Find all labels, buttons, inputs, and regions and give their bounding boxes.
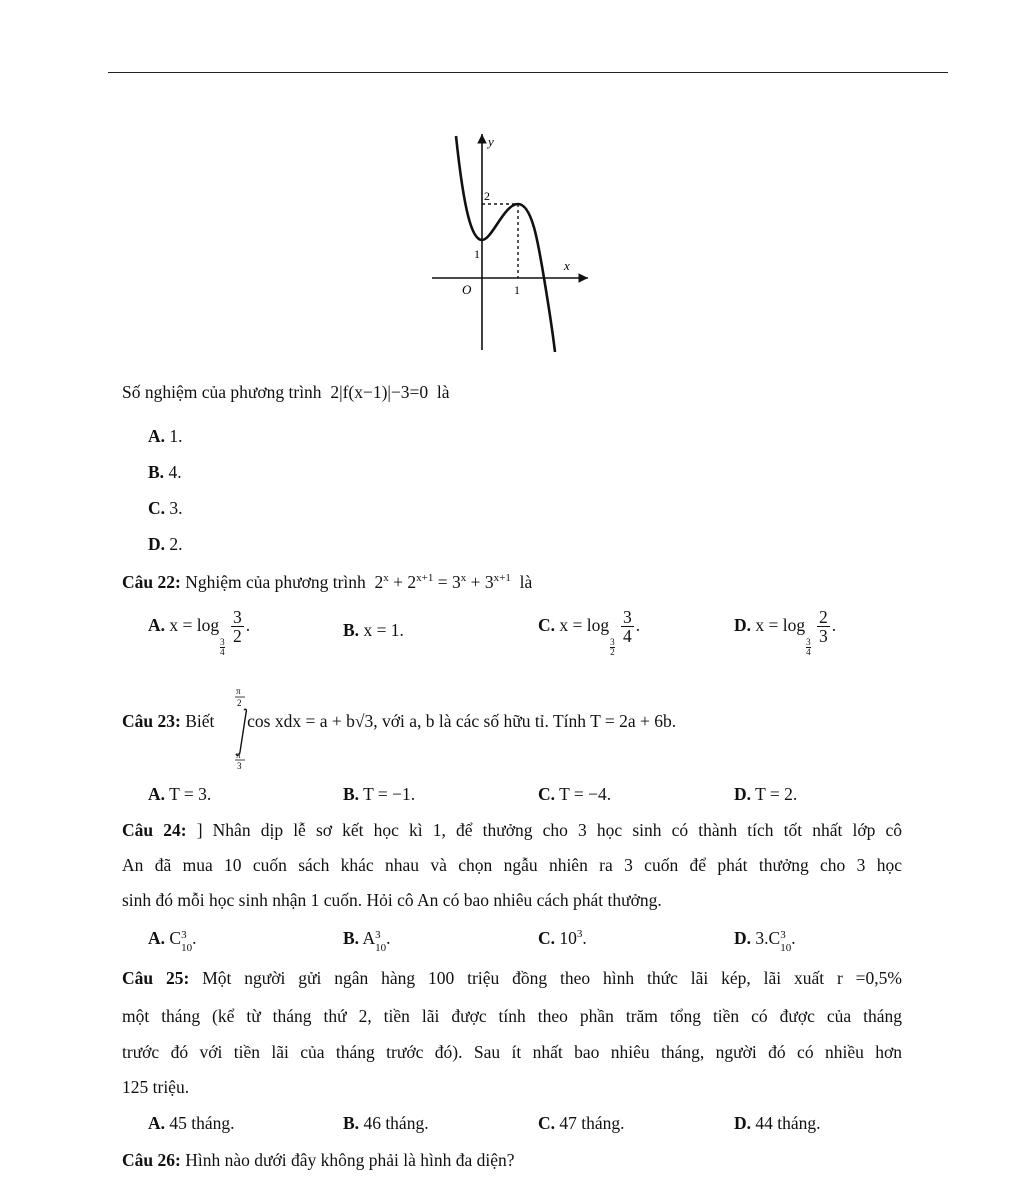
- q22-option-d[interactable]: D. x = log $\frac{3}{4}$ $\frac{2}{3}$ .: [734, 607, 837, 657]
- q21-option-a[interactable]: A. 1.: [148, 426, 183, 446]
- q25-option-d[interactable]: D. 44 tháng.: [734, 1113, 821, 1133]
- origin-label: O: [462, 282, 472, 297]
- q24-option-a[interactable]: A. C $_{3 10}$.: [148, 928, 197, 954]
- integral-lower-limit-num: π: [236, 750, 241, 760]
- tick-y-1: 1: [474, 247, 480, 261]
- tick-x-1: 1: [514, 283, 520, 297]
- q23-option-d[interactable]: D. T = 2.: [734, 784, 798, 804]
- x-axis-label: x: [564, 258, 570, 273]
- q23-option-b[interactable]: B. T = −1.: [343, 784, 416, 804]
- y-axis-label: y: [488, 134, 494, 149]
- q23-stem: Câu 23: Biết cos xdx = a + b√3, với a, b là các số hữu tỉ. Tính T = 2a + 6b.: [122, 711, 677, 731]
- q21-stem: Số nghiệm của phương trình 2|f(x−1)|−3=0 là: [122, 382, 450, 402]
- q25-line-3: trước đó với tiền lãi của tháng trước đó). Sau ít nhất bao nhiêu tháng, người đó có nhiều hơn: [122, 1042, 902, 1062]
- integral-sign: [232, 680, 252, 770]
- q22-option-a[interactable]: A. x = log $\frac{3}{4}$ $\frac{3}{2}$ .: [148, 607, 251, 657]
- q24-option-b[interactable]: B. A $_{3 10}$.: [343, 928, 391, 954]
- q21-equation: 2|f(x−1)|−3=0: [330, 382, 429, 402]
- tick-y-2: 2: [484, 189, 490, 203]
- q23-target: T = 2a + 6b.: [590, 711, 677, 731]
- q21-option-b[interactable]: B. 4.: [148, 462, 182, 482]
- q24-line-2: An đã mua 10 cuốn sách khác nhau và chọn ngẫu nhiên ra 3 cuốn để phát thưởng cho 3 học: [122, 855, 902, 875]
- q23-integrand: cos xdx = a + b√3,: [247, 711, 378, 731]
- q22-stem: Câu 22: Nghiệm của phương trình $2^x + 2^{x+1} = 3^x + 3^{x+1}$ là: [122, 572, 533, 592]
- integral-lower-limit-den: 3: [237, 761, 242, 770]
- q21-option-c[interactable]: C. 3.: [148, 498, 183, 518]
- q25-option-c[interactable]: C. 47 tháng.: [538, 1113, 625, 1133]
- q25-option-b[interactable]: B. 46 tháng.: [343, 1113, 429, 1133]
- q26-stem: Câu 26: Hình nào dưới đây không phải là hình đa diện?: [122, 1150, 515, 1170]
- integral-upper-limit-den: 2: [237, 698, 242, 708]
- q24-option-d[interactable]: D. 3.C $_{3 10}$.: [734, 928, 796, 954]
- q24-line-3: sinh đó mỗi học sinh nhận 1 cuốn. Hỏi cô An có bao nhiêu cách phát thưởng.: [122, 890, 662, 910]
- function-graph: [420, 122, 600, 354]
- q22-equation: $2^x + 2^{x+1} = 3^x + 3^{x+1}$: [374, 572, 511, 592]
- q25-option-a[interactable]: A. 45 tháng.: [148, 1113, 235, 1133]
- q21-option-d[interactable]: D. 2.: [148, 534, 183, 554]
- q24-option-c[interactable]: C. $10^3$.: [538, 928, 587, 948]
- integral-upper-limit-num: π: [236, 686, 241, 696]
- q23-option-c[interactable]: C. T = −4.: [538, 784, 612, 804]
- q22-option-b[interactable]: B. x = 1.: [343, 620, 404, 640]
- q25-line-1: Câu 25: Một người gửi ngân hàng 100 triệu đồng theo hình thức lãi kép, lãi xuất r =0,5%: [122, 968, 903, 988]
- curve: [456, 136, 555, 352]
- q23-option-a[interactable]: A. T = 3.: [148, 784, 212, 804]
- q25-line-4: 125 triệu.: [122, 1077, 190, 1097]
- header-rule: [108, 72, 948, 73]
- q24-line-1: Câu 24: ] Nhân dịp lễ sơ kết học kì 1, để thưởng cho 3 học sinh có thành tích tốt nhất lớp cô: [122, 820, 903, 840]
- q25-line-2: một tháng (kể từ tháng thứ 2, tiền lãi được tính theo phần trăm tổng tiền có được của tháng: [122, 1006, 902, 1026]
- q22-option-c[interactable]: C. x = log $\frac{3}{2}$ $\frac{3}{4}$ .: [538, 607, 641, 657]
